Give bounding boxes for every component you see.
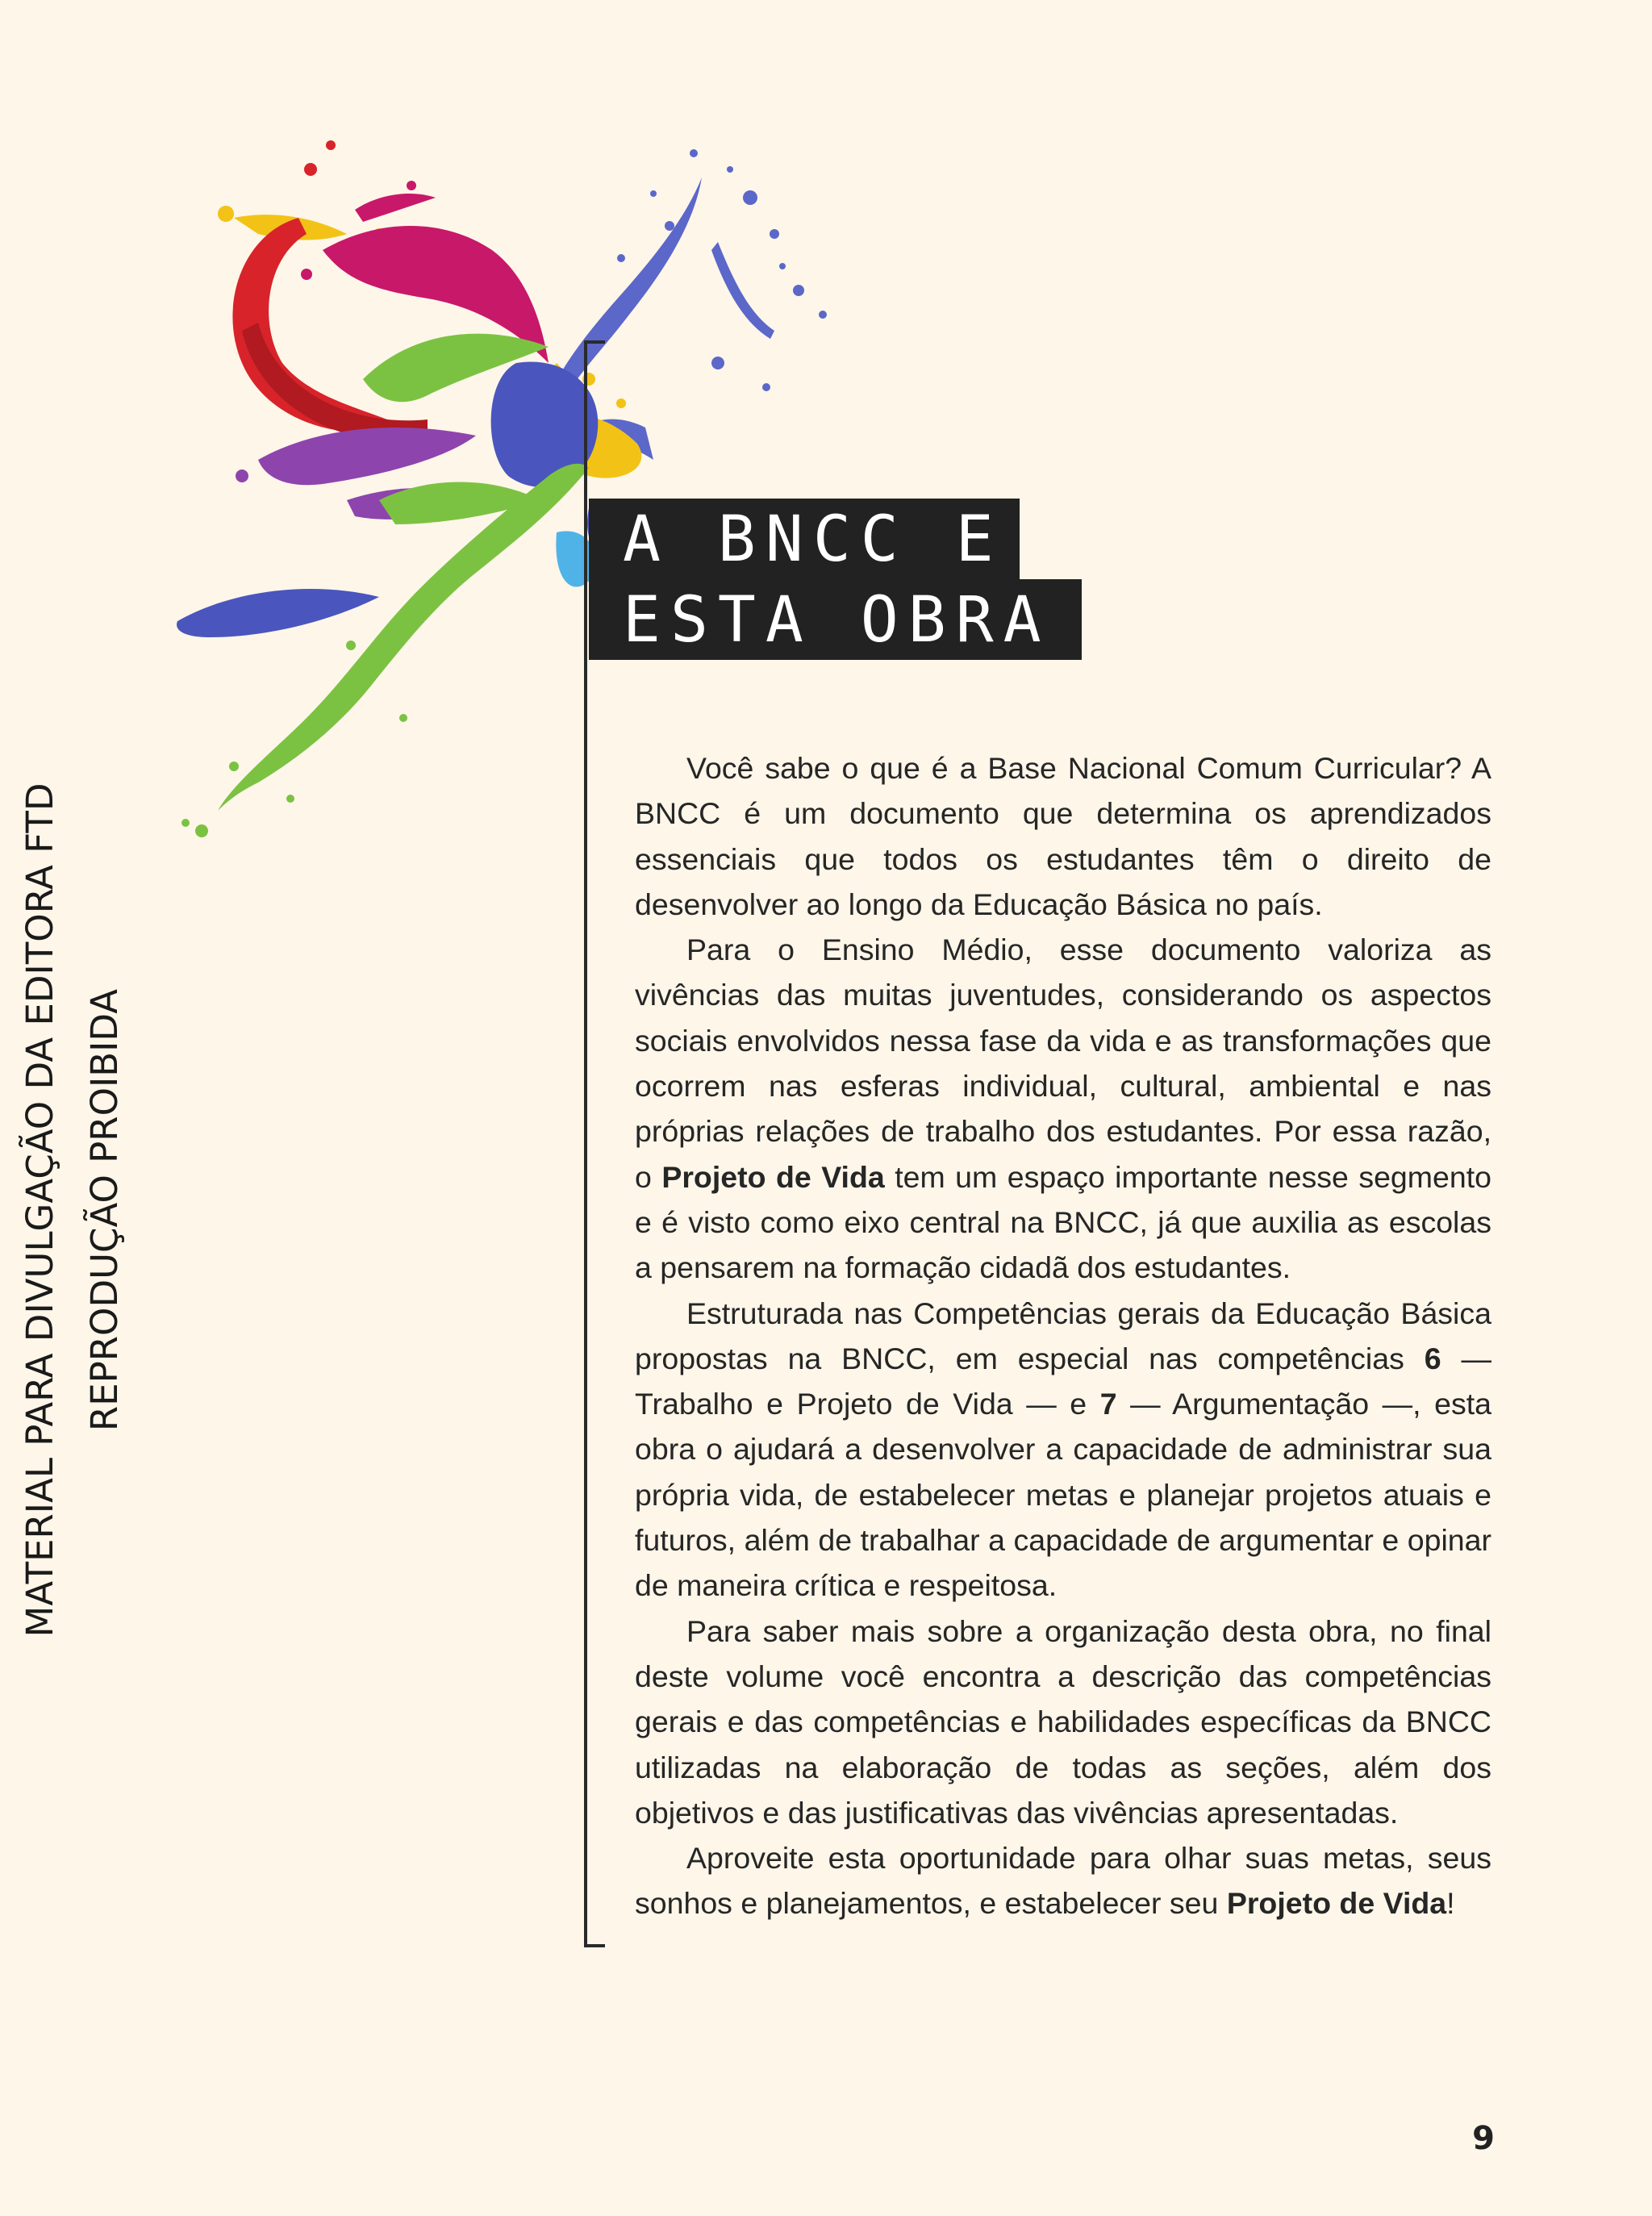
page-number: 9 <box>1472 2120 1495 2157</box>
paragraph-5: Aproveite esta oportunidade para olhar suas metas, seus sonhos e planejamentos, e estabelecer seu Projeto de Vida! <box>635 1841 1491 1921</box>
paragraph-1: Você sabe o que é a Base Nacional Comum Curricular? A BNCC é um documento que determina os aprendizados essenciais que todos os estudantes têm o direito de desenvolver ao longo da Educação Básica no país. <box>635 751 1491 921</box>
bold-projeto-de-vida: Projeto de Vida <box>661 1159 885 1194</box>
side-notice-text <box>8 645 137 1775</box>
title-line1: A BNCC E <box>589 499 1020 579</box>
bold-projeto-de-vida-final: Projeto de Vida <box>1226 1886 1447 1921</box>
magenta-splash <box>301 181 549 363</box>
bracket-line <box>584 340 587 1947</box>
bracket-bottom <box>584 1944 605 1947</box>
bold-competencia-7: 7 <box>1099 1387 1117 1421</box>
side-notice-line2: REPRODUÇÃO PROIBIDA <box>83 988 126 1432</box>
side-notice-line1: MATERIAL PARA DIVULGAÇÃO DA EDITORA FTD <box>19 782 61 1638</box>
page-title <box>589 499 1082 660</box>
title-line2: ESTA OBRA <box>589 579 1082 660</box>
bold-competencia-6: 6 <box>1424 1341 1441 1375</box>
body-text <box>635 745 1491 1926</box>
side-notice <box>16 782 129 1638</box>
paragraph-2: Para o Ensino Médio, esse documento valoriza as vivências das muitas juventudes, considerando os aspectos sociais envolvidos nessa fase da vida e as transformações que ocorrem nas esferas individual, cultural, ambiental e nas próprias relações de trabalho dos estudantes. Por essa razão, o Projeto de Vida tem um espaço importante nesse segmento e é visto como eixo central na BNCC, já que auxilia as escolas a pensarem na formação cidadã dos estudantes. <box>635 933 1492 1285</box>
paragraph-3: Estruturada nas Competências gerais da Educação Básica propostas na BNCC, em especial nas competências 6 — Trabalho e Projeto de Vida — e 7 — Argumentação —, esta obra o ajudará a desenvolver a capacidade de administrar sua própria vida, de estabelecer metas e planejar projetos atuais e futuros, além de trabalhar a capacidade de argumentar e opinar de maneira crítica e respeitosa. <box>635 1296 1492 1603</box>
bracket-top <box>584 340 605 344</box>
paragraph-4: Para saber mais sobre a organização desta obra, no final deste volume você encontra a descrição das competências gerais e das competências e habilidades específicas da BNCC utilizadas na elaboração de todas as seções, além dos objetivos e das justificativas das vivências apresentadas. <box>635 1613 1491 1830</box>
